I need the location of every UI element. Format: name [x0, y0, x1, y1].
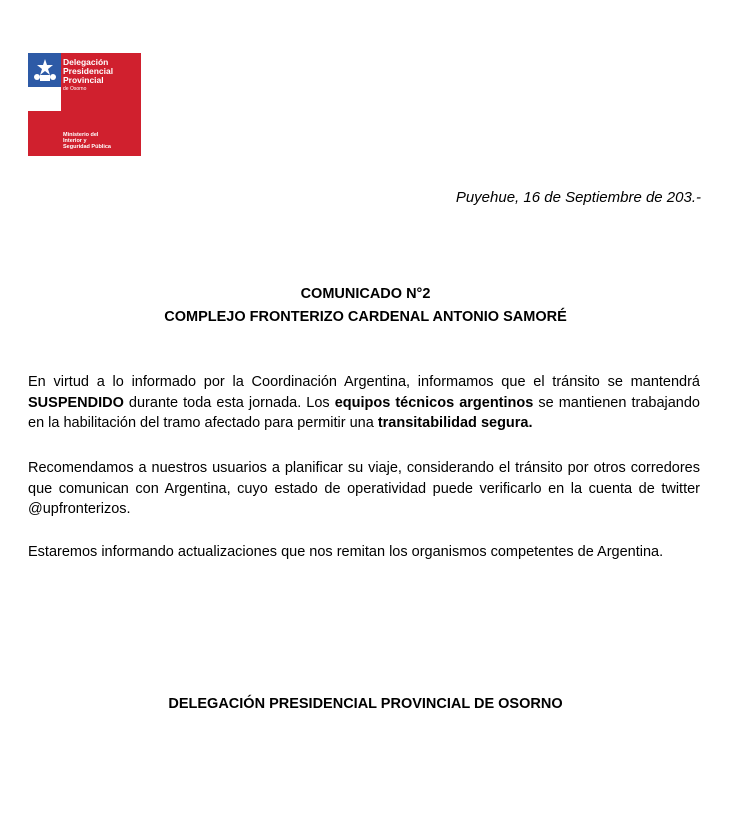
paragraph-2: Recomendamos a nuestros usuarios a planificar su viaje, considerando el tránsito por otros corredores que comunican con Argentina, cuyo estado de operatividad puede verificarlo en la cuenta de twitter @upfronterizos.	[28, 460, 700, 517]
paragraph-3: Estaremos informando actualizaciones que nos remitan los organismos competentes de Argentina.	[28, 544, 664, 560]
coat-of-arms-icon	[32, 57, 58, 83]
paragraph-1	[28, 372, 700, 434]
logo-red-field	[28, 111, 61, 156]
communique-title: COMUNICADO N°2	[300, 286, 431, 302]
logo-text-block	[61, 53, 141, 156]
logo-ministry-line: Seguridad Pública	[63, 144, 111, 150]
communique-subtitle: COMPLEJO FRONTERIZO CARDENAL ANTONIO SAMORÉ	[164, 309, 567, 325]
bold-run: SUSPENDIDO	[28, 394, 124, 411]
signature: DELEGACIÓN PRESIDENCIAL PROVINCIAL DE OSORNO	[168, 696, 563, 712]
logo-text-line: Provincial	[63, 75, 104, 85]
logo-text-line: Delegación	[63, 57, 109, 67]
bold-run: transitabilidad segura.	[377, 415, 533, 431]
logo-text-line: Presidencial	[63, 66, 114, 76]
text-run: durante toda esta jornada. Los	[123, 394, 335, 411]
logo-white-field	[28, 87, 61, 111]
document-date: Puyehue, 16 de Septiembre de 203.-	[455, 189, 701, 206]
logo-ministry	[63, 132, 111, 150]
text-run: se mantienen trabajando en la habilitación del tramo afectado para permitir una	[28, 394, 700, 431]
logo-blue-field	[28, 53, 61, 87]
logo-text-subline: de Osorno	[63, 86, 87, 92]
logo-flag-block	[28, 53, 61, 156]
logo-ministry-line: Interior y	[63, 138, 87, 144]
text-run: En virtud a lo informado por la Coordinación Argentina, informamos que el tránsito se mantendrá	[28, 374, 700, 390]
logo-ministry-line: Ministerio del	[63, 132, 99, 138]
delegation-logo	[28, 53, 141, 156]
bold-run: equipos técnicos argentinos	[334, 394, 534, 411]
